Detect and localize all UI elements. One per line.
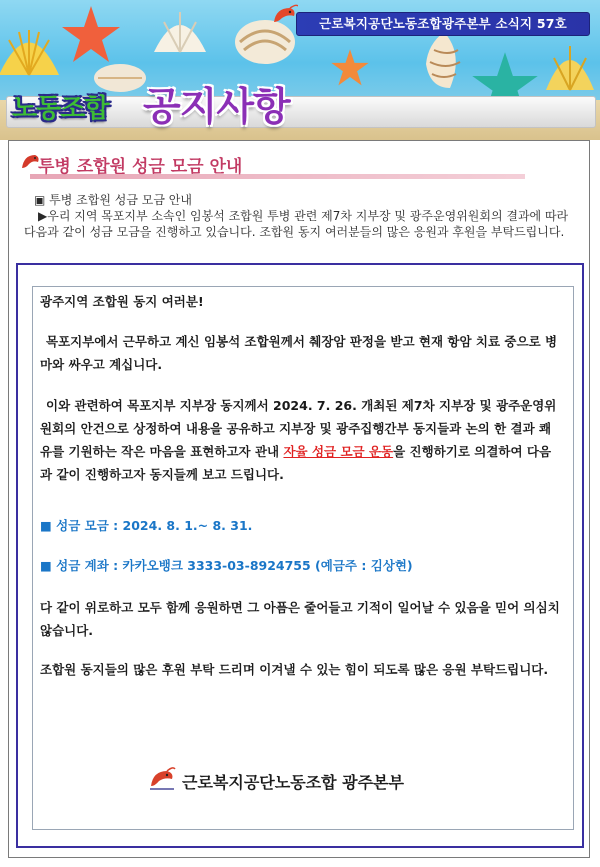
paragraph-4: 조합원 동지들의 많은 후원 부탁 드리며 이겨낼 수 있는 힘이 되도록 많은 응원 부탁드립니다. — [40, 662, 549, 677]
account-line — [40, 554, 560, 577]
shrimp-logo-icon — [270, 4, 298, 28]
notice-title-row — [20, 150, 530, 180]
paragraph-2 — [40, 394, 560, 486]
fundraising-highlight: 자율 성금 모금 운동 — [283, 444, 394, 459]
shell-decoration-icon — [540, 36, 600, 96]
paragraph-2-text: 이와 관련하여 목포지부 지부장 동지께서 2024. 7. 26. 개최된 제7차 지부장 및 광주운영위원회의 안건으로 상정하여 내용을 공유하고 지부장 및 광주집행간부 동지들과 논의 한 결과 쾌유를 기원하는 작은 마음을 표현하고자 관내 — [40, 398, 557, 459]
bullet-icon: ■ — [40, 558, 52, 573]
period-line — [40, 514, 560, 537]
heading-notice: 공지사항 — [143, 85, 290, 130]
issue-label: 근로복지공단노동조합광주본부 소식지 57호 — [296, 12, 590, 36]
intro-text — [24, 192, 580, 240]
intro-line-1: ▣ 투병 조합원 성금 모금 안내 — [34, 193, 192, 207]
notice-title: 투병 조합원 성금 모금 안내 — [38, 157, 243, 177]
heading-union: 노동조합 — [12, 94, 109, 124]
shell-decoration-icon — [0, 20, 64, 80]
paragraph-2-tail: 을 진행하기로 의결하여 다음과 같이 진행하고자 동지들께 보고 드립니다. — [40, 444, 552, 482]
starfish-icon — [330, 48, 370, 88]
shell-decoration-icon — [150, 6, 210, 56]
shrimp-logo-icon — [148, 766, 176, 792]
signature-text: 근로복지공단노동조합 광주본부 — [182, 773, 404, 792]
period-label: 성금 모금 : 2024. 8. 1.~ 8. 31. — [56, 518, 253, 533]
greeting: 광주지역 조합원 동지 여러분! — [40, 294, 204, 309]
paragraph-1: 목포지부에서 근무하고 계신 임봉석 조합원께서 췌장암 판정을 받고 현재 항암 치료 중으로 병마와 싸우고 계십니다. — [40, 334, 558, 372]
shell-decoration-icon — [420, 30, 468, 90]
intro-line-2: ▶우리 지역 목포지부 소속인 임봉석 조합원 투병 관련 제7차 지부장 및 광주운영위원회의 결과에 따라 다음과 같이 성금 모금을 진행하고 있습니다. 조합원 동지 여러분들의 많은 응원과 후원을 부탁드립니다. — [24, 209, 569, 239]
bullet-icon: ■ — [40, 518, 52, 533]
shrimp-logo-icon — [20, 152, 40, 172]
account-label: 성금 계좌 : 카카오뱅크 3333-03-8924755 (예금주 : 김상현) — [56, 558, 413, 573]
paragraph-3: 다 같이 위로하고 모두 함께 응원하면 그 아픔은 줄어들고 기적이 일어날 수 있음을 믿어 의심치 않습니다. — [40, 600, 560, 638]
